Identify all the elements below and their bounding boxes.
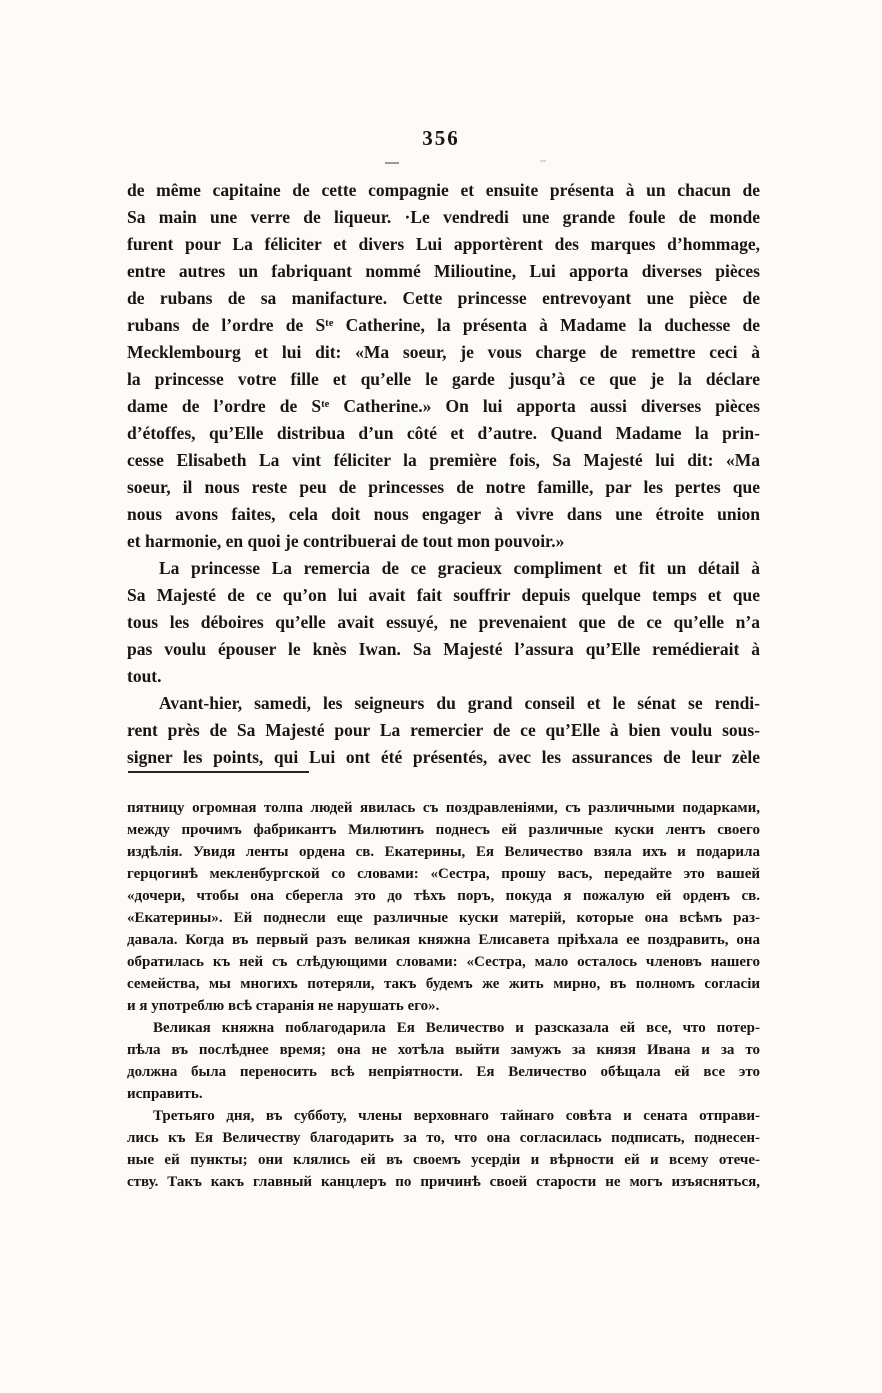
text-line: Sa Majesté de ce qu’on lui avait fait souffrir depuis quelque temps et que bbox=[127, 585, 760, 605]
text-line: et harmonie, en quoi je contribuerai de tout mon pouvoir.» bbox=[127, 531, 565, 551]
footnote-separator-rule bbox=[128, 771, 309, 773]
text-line: герцогинѣ мекленбургской со словами: «Сестра, прошу васъ, передайте это вашей bbox=[127, 866, 760, 882]
text-line: Sa main une verre de liqueur. ·Le vendredi une grande foule de monde bbox=[127, 207, 760, 227]
text-line: rent près de Sa Majesté pour La remercier de ce qu’Elle à bien voulu sous- bbox=[127, 720, 760, 740]
main-text-french bbox=[127, 177, 760, 771]
text-line: rubans de l’ordre de Sᵗᵉ Catherine, la présenta à Madame la duchesse de bbox=[127, 315, 760, 335]
text-line: «Екатерины». Ей поднесли еще различные куски матерій, которые она всѣмъ раз- bbox=[127, 910, 760, 926]
text-line: ству. Такъ какъ главный канцлеръ по причинѣ своей старости не могъ изъясняться, bbox=[127, 1174, 760, 1190]
text-line: давала. Когда въ первый разъ великая княжна Елисавета пріѣхала ее поздравить, она bbox=[127, 932, 760, 948]
text-line: лись къ Ея Величеству благодарить за то, что она согласилась подписать, поднесен- bbox=[127, 1130, 760, 1146]
page-number: 356 bbox=[422, 126, 460, 150]
text-line: обратилась къ ней съ слѣдующими словами: «Сестра, мало осталось членовъ нашего bbox=[127, 954, 760, 970]
text-line: pas voulu épouser le knès Iwan. Sa Majesté l’assura qu’Elle remédierait à bbox=[127, 639, 760, 659]
text-line: должна была переносить всѣ непріятности. Ея Величество обѣщала ей все это bbox=[127, 1064, 760, 1080]
text-line: soeur, il nous reste peu de princesses de notre famille, par les pertes que bbox=[127, 477, 760, 497]
text-line: furent pour La féliciter et divers Lui apportèrent des marques d’hommage, bbox=[127, 234, 760, 254]
text-line: d’étoffes, qu’Elle distribua d’un côté et d’autre. Quand Madame la prin- bbox=[127, 423, 760, 443]
scan-artifact bbox=[540, 160, 546, 162]
text-line: la princesse votre fille et qu’elle le garde jusqu’à ce que je la déclare bbox=[127, 369, 760, 389]
text-line: «дочери, чтобы она сберегла это до тѣхъ поръ, покуда я пожалую ей орденъ св. bbox=[127, 888, 760, 904]
text-line: tout. bbox=[127, 666, 162, 686]
scan-artifact bbox=[385, 162, 399, 164]
text-line: entre autres un fabriquant nommé Milioutine, Lui apporta diverses pièces bbox=[127, 261, 760, 281]
text-line: пятницу огромная толпа людей явилась съ поздравленіями, съ различными подарками, bbox=[127, 800, 760, 816]
text-line: signer les points, qui Lui ont été présentés, avec les assurances de leur zèle bbox=[127, 747, 760, 767]
text-line: de rubans de sa manifacture. Cette princesse entrevoyant une pièce de bbox=[127, 288, 760, 308]
text-line: cesse Elisabeth La vint féliciter la première fois, Sa Majesté lui dit: «Ma bbox=[127, 450, 760, 470]
text-line: Великая княжна поблагодарила Ея Величество и разсказала ей все, что потер- bbox=[153, 1020, 760, 1036]
text-line: nous avons faites, cela doit nous engager à vivre dans une étroite union bbox=[127, 504, 760, 524]
text-line: семейства, мы многихъ потеряли, такъ будемъ же жить мирно, въ полномъ согласіи bbox=[127, 976, 760, 992]
text-line: tous les déboires qu’elle avait essuyé, ne prevenaient que de ce qu’elle n’a bbox=[127, 612, 760, 632]
text-line: издѣлія. Увидя ленты ордена св. Екатерины, Ея Величество взяла ихъ и подарила bbox=[127, 844, 760, 860]
text-line: ные ей пункты; они клялись ей въ своемъ усердіи и вѣрности ей и всему отече- bbox=[127, 1152, 760, 1168]
text-line: и я употреблю всѣ старанія не нарушать его». bbox=[127, 998, 440, 1014]
text-line: de même capitaine de cette compagnie et ensuite présenta à un chacun de bbox=[127, 180, 760, 200]
text-line: между прочимъ фабрикантъ Милютинъ поднесъ ей различные куски лентъ своего bbox=[127, 822, 760, 838]
text-line: Третьяго дня, въ субботу, члены верховнаго тайнаго совѣта и сената отправи- bbox=[153, 1108, 760, 1124]
text-line: Mecklembourg et lui dit: «Ma soeur, je vous charge de remettre ceci à bbox=[127, 342, 760, 362]
text-line: La princesse La remercia de ce gracieux compliment et fit un détail à bbox=[159, 558, 760, 578]
text-line: пѣла въ послѣднее время; она не хотѣла выйти замужъ за князя Ивана и за то bbox=[127, 1042, 760, 1058]
footnote-text-russian bbox=[127, 797, 760, 1193]
text-line: dame de l’ordre de Sᵗᵉ Catherine.» On lui apporta aussi diverses pièces bbox=[127, 396, 760, 416]
text-line: Avant-hier, samedi, les seigneurs du grand conseil et le sénat se rendi- bbox=[159, 693, 760, 713]
text-line: исправить. bbox=[127, 1086, 203, 1102]
